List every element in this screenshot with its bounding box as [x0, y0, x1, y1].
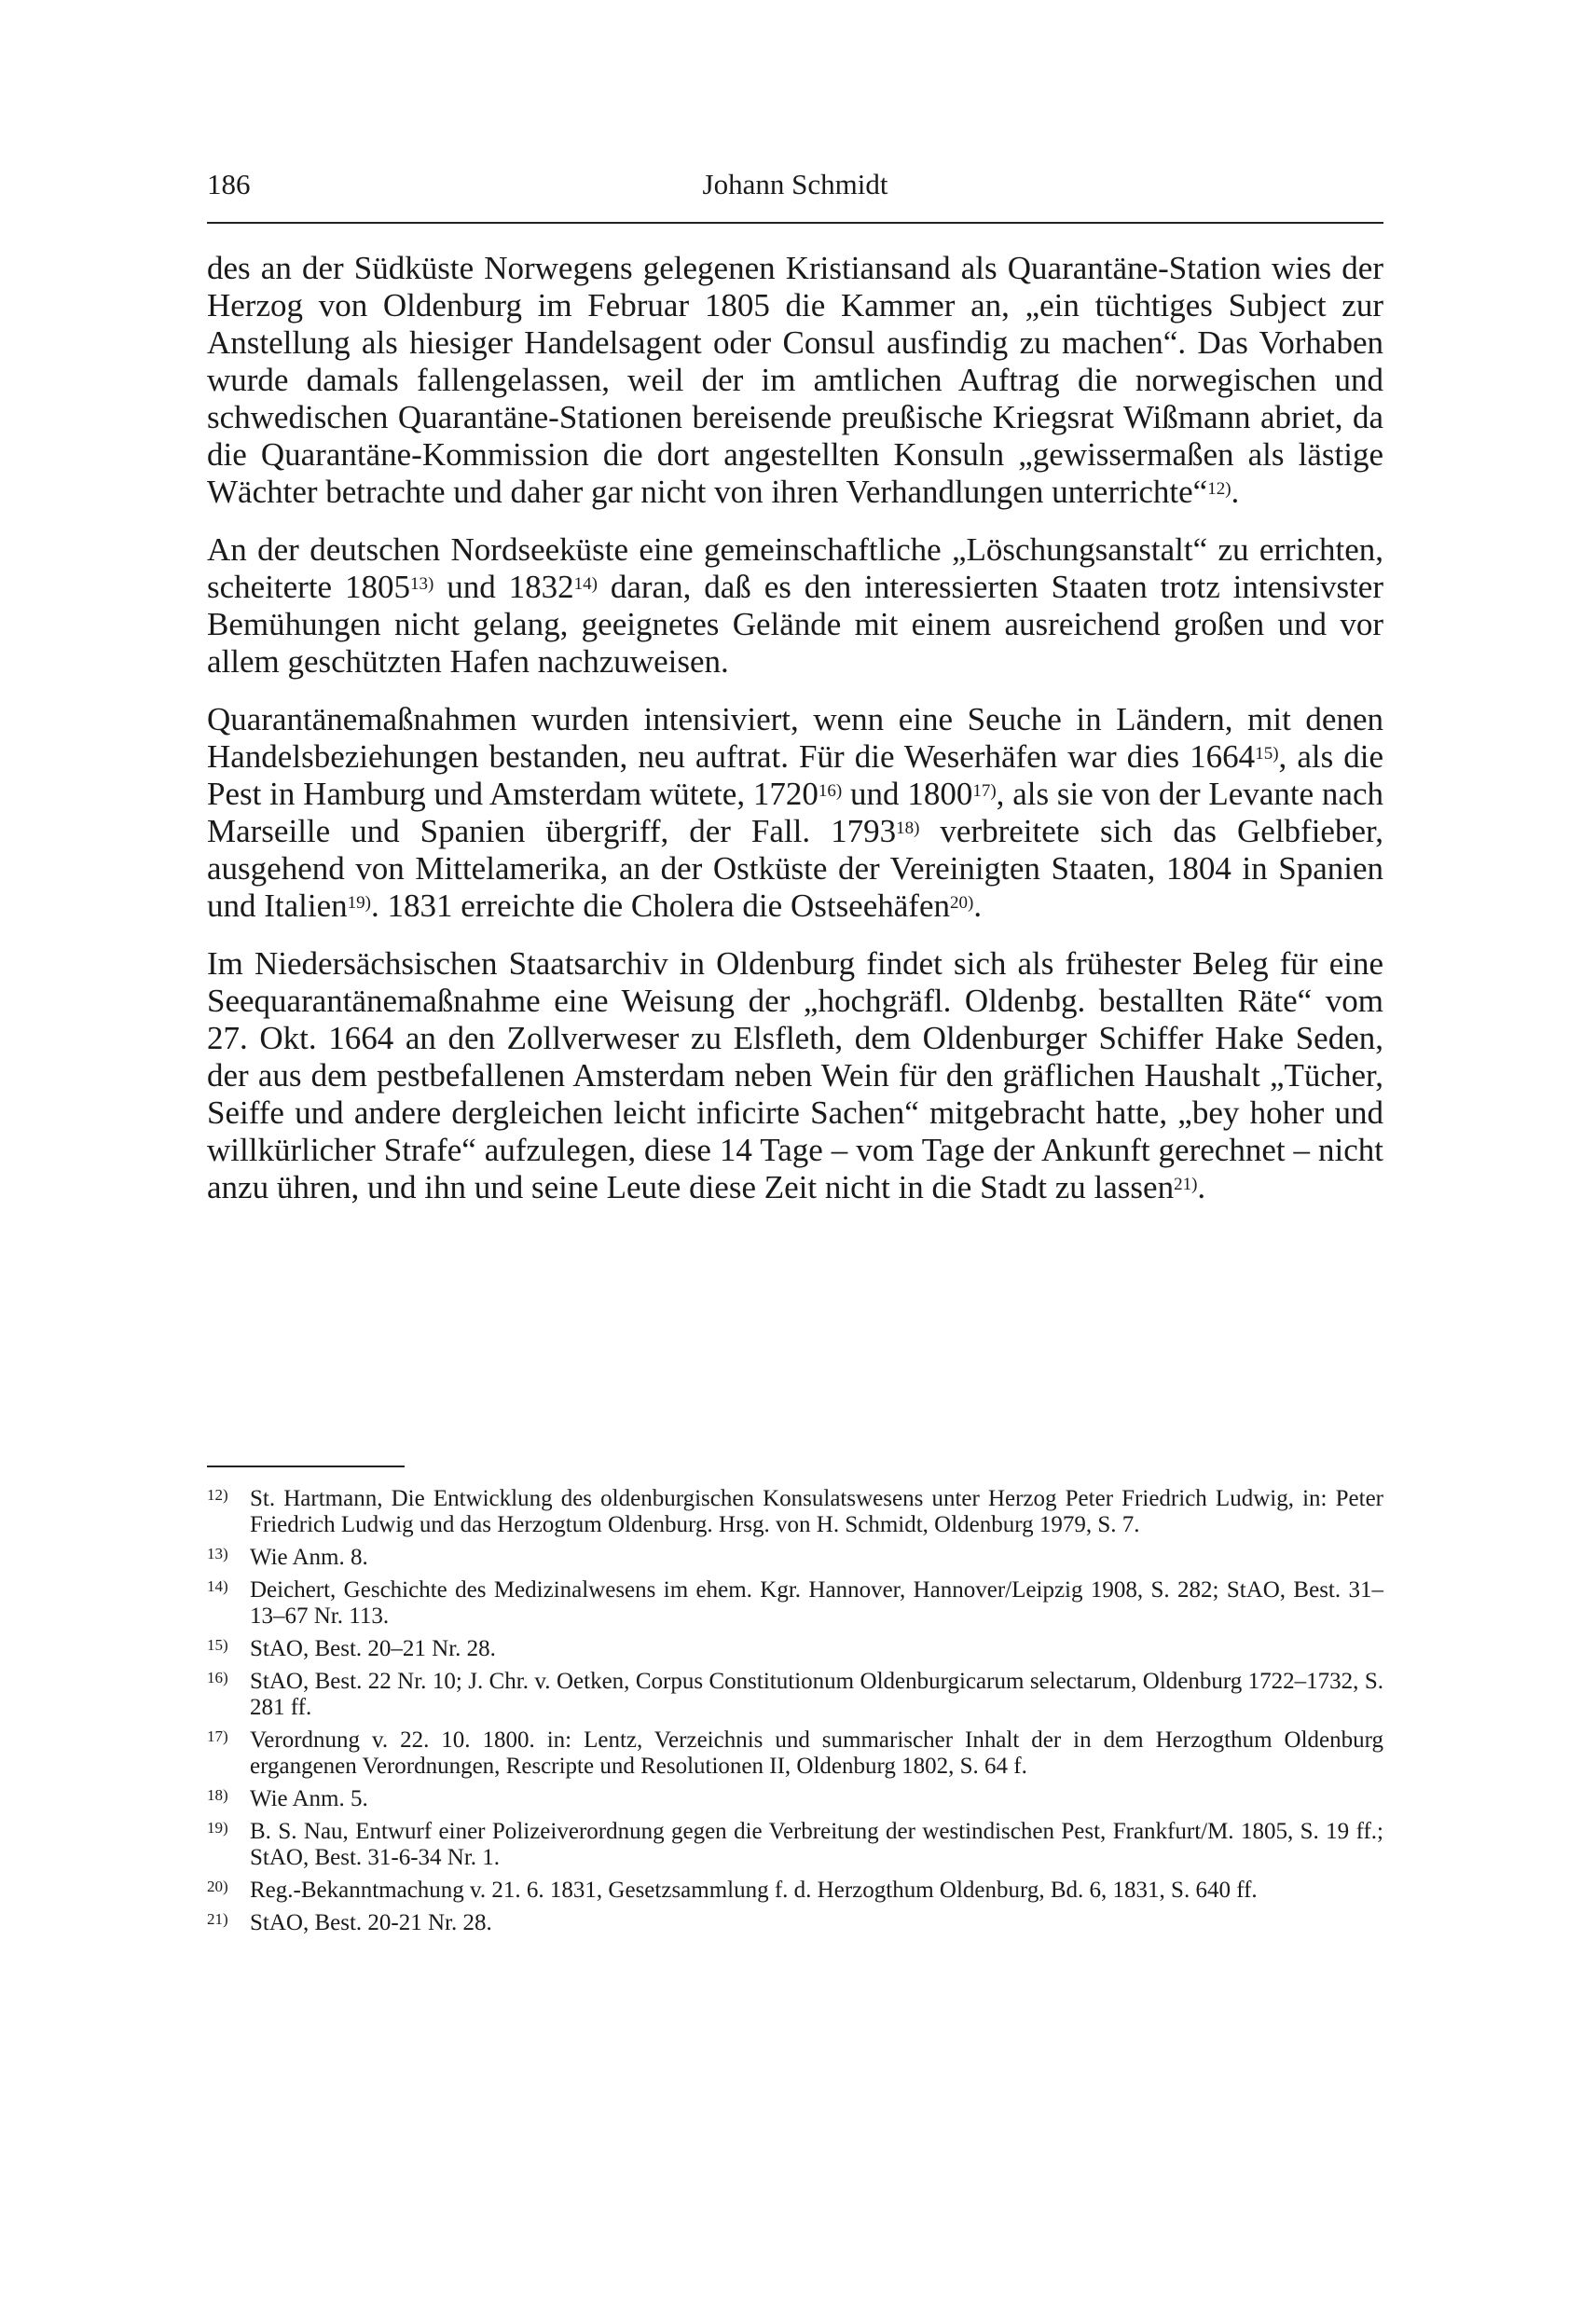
paragraph-text: daran, daß es den interessierten Staaten trotz intensivster Bemühungen nicht gelang, geeignetes Gelände mit einem ausreichend großen und vor allem geschützten Hafen nachzuweisen. [207, 569, 1384, 680]
footnote-number: 19) [207, 1819, 228, 1837]
footnote-text: Wie Anm. 5. [250, 1786, 368, 1811]
footnote-number: 18) [207, 1786, 228, 1804]
footnote-text: St. Hartmann, Die Entwicklung des oldenburgischen Konsulatswesens unter Herzog Peter Friedrich Ludwig, in: Peter Friedrich Ludwig und das Herzogtum Oldenburg. Hrsg. von H. Schmidt, Oldenburg 1979, S. 7. [250, 1486, 1383, 1537]
footnote-text: StAO, Best. 20-21 Nr. 28. [250, 1910, 492, 1935]
footnote-ref: 18) [896, 819, 920, 838]
footnote-ref: 12) [1207, 479, 1231, 499]
footnote-number: 20) [207, 1878, 228, 1895]
footnote-number: 15) [207, 1636, 228, 1654]
footnote-ref: 20) [949, 893, 974, 913]
footnote-ref: 17) [972, 781, 997, 801]
footnote-ref: 21) [1174, 1175, 1198, 1194]
paragraph-text: Quarantänemaßnahmen wurden intensiviert, wenn eine Seuche in Ländern, mit denen Handelsbeziehungen bestanden, neu auftrat. Für die Weserhäfen war dies 1664 [207, 701, 1383, 775]
footnote-text: StAO, Best. 22 Nr. 10; J. Chr. v. Oetken, Corpus Constitutionum Oldenburgicarum selectarum, Oldenburg 1722–1732, S. 281 ff. [250, 1669, 1383, 1720]
footnote-number: 14) [207, 1577, 228, 1595]
paragraph-text: An der deutschen Nordseeküste eine gemeinschaftliche „Löschungsanstalt“ zu errichten, scheiterte 1805 [207, 531, 1383, 605]
footnote-text: Reg.-Bekanntmachung v. 21. 6. 1831, Gesetzsammlung f. d. Herzogthum Oldenburg, Bd. 6, 1831, S. 640 ff. [250, 1878, 1258, 1903]
footnote-text: Wie Anm. 8. [250, 1545, 368, 1570]
footnote-ref: 13) [410, 574, 434, 594]
footnote-20 [207, 1878, 1383, 1904]
footnote-17 [207, 1727, 1383, 1780]
paragraph-text: . 1831 erreichte die Cholera die Ostseehäfen [370, 888, 950, 924]
footnote-number: 17) [207, 1727, 228, 1745]
paragraph-text: , als die Pest in Hamburg und Amsterdam wütete, 1720 [207, 738, 1383, 812]
paragraph-4 [207, 945, 1383, 1206]
footnote-16 [207, 1669, 1383, 1721]
paragraph-text: , als sie von der Levante nach Marseille und Spanien übergriff, der Fall. 1793 [207, 776, 1383, 849]
footnote-18 [207, 1786, 1383, 1812]
footnote-ref: 19) [347, 893, 371, 913]
paragraph-text: des an der Südküste Norwegens gelegenen Kristiansand als Quarantäne-Station wies der Herzog von Oldenburg im Februar 1805 die Kammer an, „ein tüchtiges Subject zur Anstellung als hiesiger Handelsagent oder Consul ausfindig zu machen“. Das Vorhaben wurde damals fallengelassen, weil der im amtlichen Auftrag die norwegischen und schwedischen Quarantäne-Stationen bereisende preußische Kriegsrat Wißmann abriet, da die Quarantäne-Kommission die dort angestellten Konsuln „gewissermaßen als lästige Wächter betrachte und daher gar nicht von ihren Verhandlungen unterrichte“ [207, 250, 1383, 510]
paragraph-text: Im Niedersächsischen Staatsarchiv in Oldenburg findet sich als frühester Beleg für eine Seequarantänemaßnahme eine Weisung der „hochgräfl. Oldenbg. bestallten Räte“ vom 27. Okt. 1664 an den Zollverweser zu Elsfleth, dem Oldenburger Schiffer Hake Seden, der aus dem pestbefallenen Amsterdam neben Wein für den gräflichen Haushalt „Tücher, Seiffe und andere dergleichen leicht inficirte Sachen“ mitgebracht hatte, „bey hoher und willkürlicher Strafe“ aufzulegen, diese 14 Tage – vom Tage der Ankunft gerechnet – nicht anzu ühren, und ihn und seine Leute diese Zeit nicht in die Stadt zu lassen [207, 945, 1383, 1205]
footnote-13 [207, 1545, 1383, 1571]
page-number: 186 [207, 168, 251, 200]
footnote-19 [207, 1819, 1383, 1871]
footnote-number: 13) [207, 1545, 228, 1562]
footnote-number: 21) [207, 1910, 228, 1928]
paragraph-1 [207, 250, 1383, 511]
running-head: Johann Schmidt [702, 168, 888, 200]
footnote-ref: 15) [1255, 744, 1279, 764]
footnote-text: B. S. Nau, Entwurf einer Polizeiverordnung gegen die Verbreitung der westindischen Pest, Frankfurt/M. 1805, S. 19 ff.; StAO, Best. 31-6-34 Nr. 1. [250, 1819, 1383, 1870]
footnote-number: 12) [207, 1486, 228, 1504]
footnote-text: Verordnung v. 22. 10. 1800. in: Lentz, Verzeichnis und summarischer Inhalt der in dem Herzogthum Oldenburg ergangenen Verordnungen, Rescripte und Resolutionen II, Oldenburg 1802, S. 64 f. [250, 1727, 1383, 1779]
footnote-ref: 16) [818, 781, 843, 801]
footnote-12 [207, 1486, 1383, 1538]
footnote-text: Deichert, Geschichte des Medizinalwesens im ehem. Kgr. Hannover, Hannover/Leipzig 1908, S. 282; StAO, Best. 31–13–67 Nr. 113. [250, 1577, 1383, 1629]
footnote-ref: 14) [573, 574, 598, 594]
footnote-21 [207, 1910, 1383, 1936]
paragraph-text: und 1800 [842, 776, 973, 812]
footnote-15 [207, 1636, 1383, 1662]
main-text [207, 250, 1383, 1227]
paragraph-text: und 1832 [433, 569, 574, 605]
footnote-number: 16) [207, 1669, 228, 1686]
page-header [207, 168, 1383, 224]
paragraph-text: . [1197, 1169, 1206, 1205]
footnote-divider [207, 1466, 405, 1467]
footnotes [207, 1486, 1383, 1943]
paragraph-2 [207, 531, 1383, 681]
footnote-text: StAO, Best. 20–21 Nr. 28. [250, 1636, 496, 1661]
paragraph-text: verbreitete sich das Gelbfieber, ausgehend von Mittelamerika, an der Ostküste der Vereinigten Staaten, 1804 in Spanien und Italien [207, 813, 1383, 924]
paragraph-text: . [973, 888, 983, 924]
footnote-14 [207, 1577, 1383, 1630]
paragraph-text: . [1231, 474, 1240, 510]
paragraph-3 [207, 701, 1383, 925]
